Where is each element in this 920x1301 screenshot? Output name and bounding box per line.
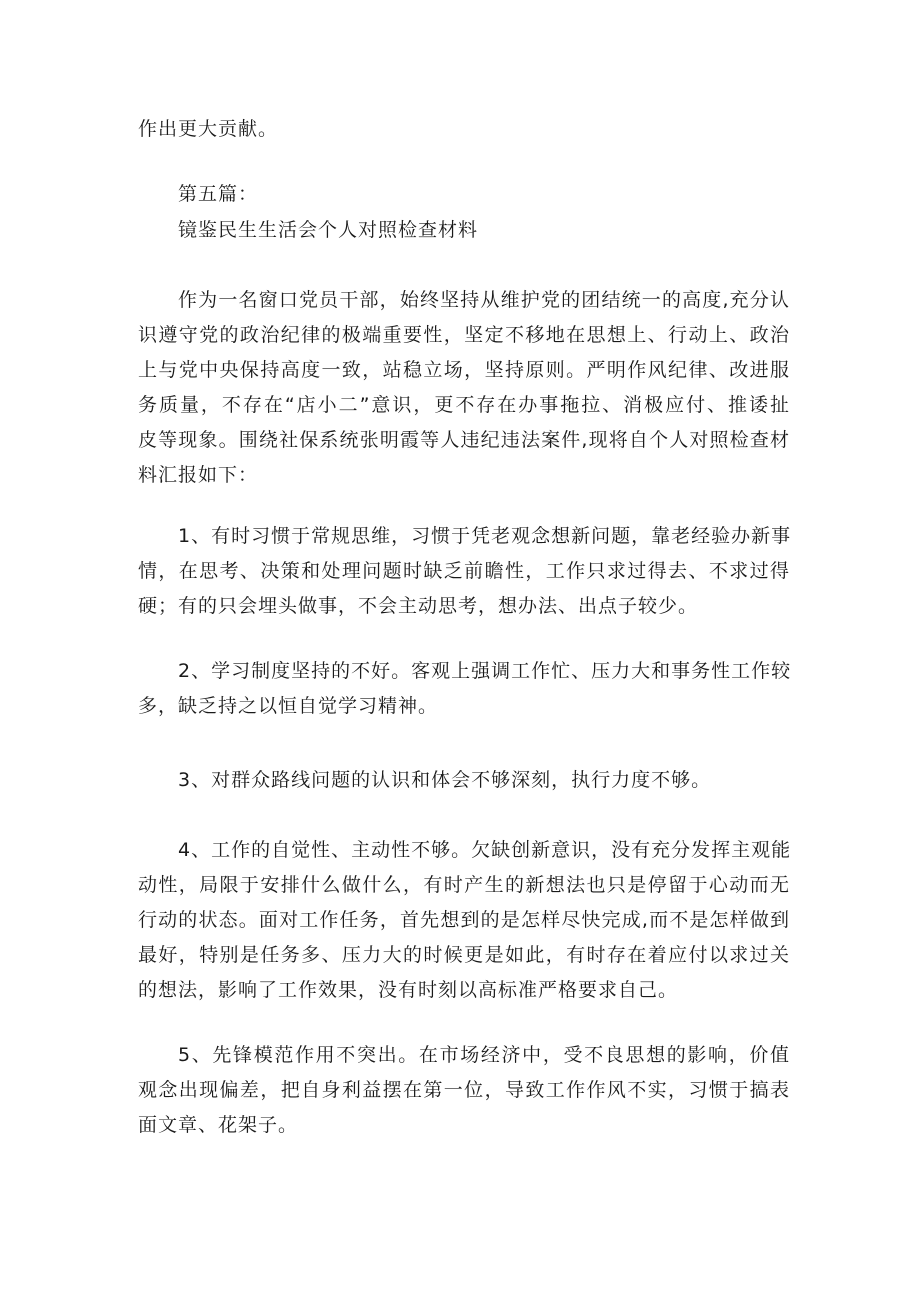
intro-line: 务质量，不存在“店小二”意识，更不存在办事拖拉、消极应付、推诿扯 bbox=[138, 394, 790, 416]
continuation-line: 作出更大贡献。 bbox=[138, 118, 279, 140]
item4-line: 动性，局限于安排什么做什么，有时产生的新想法也只是停留于心动而无 bbox=[138, 874, 790, 896]
item5-line: 观念出现偏差，把自身利益摆在第一位，导致工作作风不实，习惯于搞表 bbox=[138, 1079, 790, 1101]
item4-line: 最好，特别是任务多、压力大的时候更是如此，有时存在着应付以求过关 bbox=[138, 944, 790, 966]
item2-line: 2、学习制度坚持的不好。客观上强调工作忙、压力大和事务性工作较 bbox=[178, 660, 792, 682]
item1-line: 1、有时习惯于常规思维，习惯于凭老观念想新问题，靠老经验办新事 bbox=[178, 525, 792, 547]
item5-line: 5、先锋模范作用不突出。在市场经济中，受不良思想的影响，价值 bbox=[178, 1044, 790, 1066]
item1-line: 硬；有的只会埋头做事，不会主动思考，想办法、出点子较少。 bbox=[138, 595, 699, 617]
item3-line: 3、对群众路线问题的认识和体会不够深刻，执行力度不够。 bbox=[178, 769, 712, 791]
item4-line: 行动的状态。面对工作任务，首先想到的是怎样尽快完成,而不是怎样做到 bbox=[138, 909, 790, 931]
intro-line: 上与党中央保持高度一致，站稳立场，坚持原则。严明作风纪律、改进服 bbox=[138, 359, 790, 381]
section-label: 第五篇： bbox=[178, 183, 259, 205]
intro-line: 作为一名窗口党员干部，始终坚持从维护党的团结统一的高度,充分认 bbox=[178, 289, 790, 311]
item5-line: 面文章、花架子。 bbox=[138, 1114, 299, 1136]
item4-line: 4、工作的自觉性、主动性不够。欠缺创新意识，没有充分发挥主观能 bbox=[178, 839, 792, 861]
intro-line: 料汇报如下： bbox=[138, 464, 259, 486]
item1-line: 情，在思考、决策和处理问题时缺乏前瞻性，工作只求过得去、不求过得 bbox=[138, 560, 790, 582]
document-title: 镜鉴民生生活会个人对照检查材料 bbox=[178, 219, 479, 241]
intro-line: 识遵守党的政治纪律的极端重要性，坚定不移地在思想上、行动上、政治 bbox=[138, 324, 790, 346]
item4-line: 的想法，影响了工作效果，没有时刻以高标准严格要求自己。 bbox=[138, 979, 679, 1001]
item2-line: 多，缺乏持之以恒自觉学习精神。 bbox=[138, 695, 439, 717]
intro-line: 皮等现象。围绕社保系统张明霞等人违纪违法案件,现将自个人对照检查材 bbox=[138, 429, 790, 451]
